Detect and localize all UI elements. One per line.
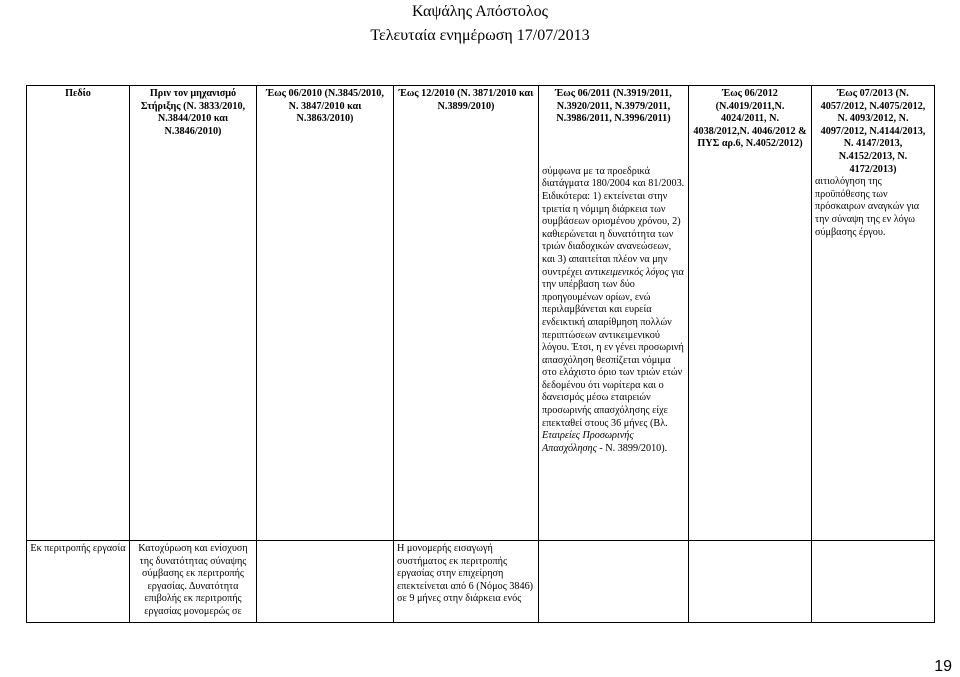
- cell-2011-06-text: σύμφωνα με τα προεδρικά διατάγματα 180/2004 και 81/2003. Ειδικότερα: 1) εκτείνεται στην τριετία η νόμιμη διάρκεια των συμβάσεων ορισμένου χρόνου, 2) καθιερώνεται η δυνατότητα των τριών διαδοχικών ανανεώσεων, και 3) απαιτείται πλέον να μην συντρέχει αντικειμενικός λόγος για την υπέρβαση των δύο προηγουμένων ορίων, ενώ περιλαμβάνεται και ευρεία ενδεικτική απαρίθμηση πολλών περιπτώσεων αντικειμενικού λόγου. Έτσι, η εν γένει προσωρινή απασχόληση θεσπίζεται νόμιμα στο ελάχιστο όριο των τριών ετών δεδομένου ότι νωρίτερα και ο δανεισμός μέσω εταιρειών προσωρινής απασχόλησης είχε επεκταθεί στους 36 μήνες (Βλ. Εταιρείες Προσωρινής Απασχόλησης - Ν. 3899/2010).: [542, 165, 685, 454]
- cell-2012-06: [689, 541, 812, 623]
- col-header-field: Πεδίο: [27, 86, 130, 541]
- header-row: [27, 86, 935, 541]
- col-header-2011-06: Έως 06/2011 (Ν.3919/2011, Ν.3920/2011, Ν.3979/2011, Ν.3986/2011, Ν.3996/2011) σύμφωνα με τα προεδρικά διατάγματα 180/2004 και 81/2003. Ειδικότερα: 1) εκτείνεται στην τριετία η νόμιμη διάρκεια των συμβάσεων ορισμένου χρόνου, 2) καθιερώνεται η δυνατότητα των τριών διαδοχικών ανανεώσεων, και 3) απαιτείται πλέον να μην συντρέχει αντικειμενικός λόγος για την υπέρβαση των δύο προηγουμένων ορίων, ενώ περιλαμβάνεται και ευρεία ενδεικτική απαρίθμηση πολλών περιπτώσεων αντικειμενικού λόγου. Έτσι, η εν γένει προσωρινή απασχόληση θεσπίζεται νόμιμα στο ελάχιστο όριο των τριών ετών δεδομένου ότι νωρίτερα και ο δανεισμός μέσω εταιρειών προσωρινής απασχόλησης είχε επεκταθεί στους 36 μήνες (Βλ. Εταιρείες Προσωρινής Απασχόλησης - Ν. 3899/2010).: [539, 86, 689, 541]
- col-header-2010-06: Έως 06/2010 (Ν.3845/2010, Ν. 3847/2010 και Ν.3863/2010): [257, 86, 394, 541]
- table-row: [27, 541, 935, 623]
- cell-2013-07-empty: [812, 541, 935, 623]
- col-header-before: Πριν τον μηχανισμό Στήριξης (Ν. 3833/2010, Ν.3844/2010 και Ν.3846/2010): [130, 86, 257, 541]
- cell-2010-12: Η μονομερής εισαγωγή συστήματος εκ περιτροπής εργασίας στην επιχείρηση επεκτείνεται από 6 (Νόμος 3846) σε 9 μήνες στην διάρκεια ενός: [394, 541, 539, 623]
- cell-2010-06: [257, 541, 394, 623]
- cell-before: Κατοχύρωση και ενίσχυση της δυνατότητας σύναψης σύμβασης εκ περιτροπής εργασίας. Δυνατότητα επιβολής εκ περιτροπής εργασίας μονομερώς σε: [130, 541, 257, 623]
- cell-2013-07-text: αιτιολόγηση της προϋπόθεσης των πρόσκαιρων αναγκών για την σύναψη της εν λόγω σύμβασης έργου.: [815, 176, 920, 238]
- cell-field: Εκ περιτροπής εργασία: [27, 541, 130, 623]
- col-header-2013-07: Έως 07/2013 (Ν. 4057/2012, Ν.4075/2012, Ν. 4093/2012, Ν. 4097/2012, Ν.4144/2013, Ν. 4147/2013, Ν.4152/2013, Ν. 4172/2013) αιτιολόγηση της προϋπόθεσης των πρόσκαιρων αναγκών για την σύναψη της εν λόγω σύμβασης έργου.: [812, 86, 935, 541]
- col-header-2012-06: Έως 06/2012 (Ν.4019/2011,Ν. 4024/2011, Ν. 4038/2012,Ν. 4046/2012 & ΠΥΣ αρ.6, Ν.4052/2012): [689, 86, 812, 541]
- author-name: Καψάλης Απόστολος: [412, 3, 548, 20]
- page-number: 19: [934, 658, 952, 675]
- last-updated: Τελευταία ενημέρωση 17/07/2013: [370, 27, 590, 44]
- comparison-table: [26, 85, 935, 623]
- col-header-2010-12: Έως 12/2010 (Ν. 3871/2010 και Ν.3899/2010): [394, 86, 539, 541]
- spacer: [542, 126, 685, 166]
- cell-2011-06-empty: [539, 541, 689, 623]
